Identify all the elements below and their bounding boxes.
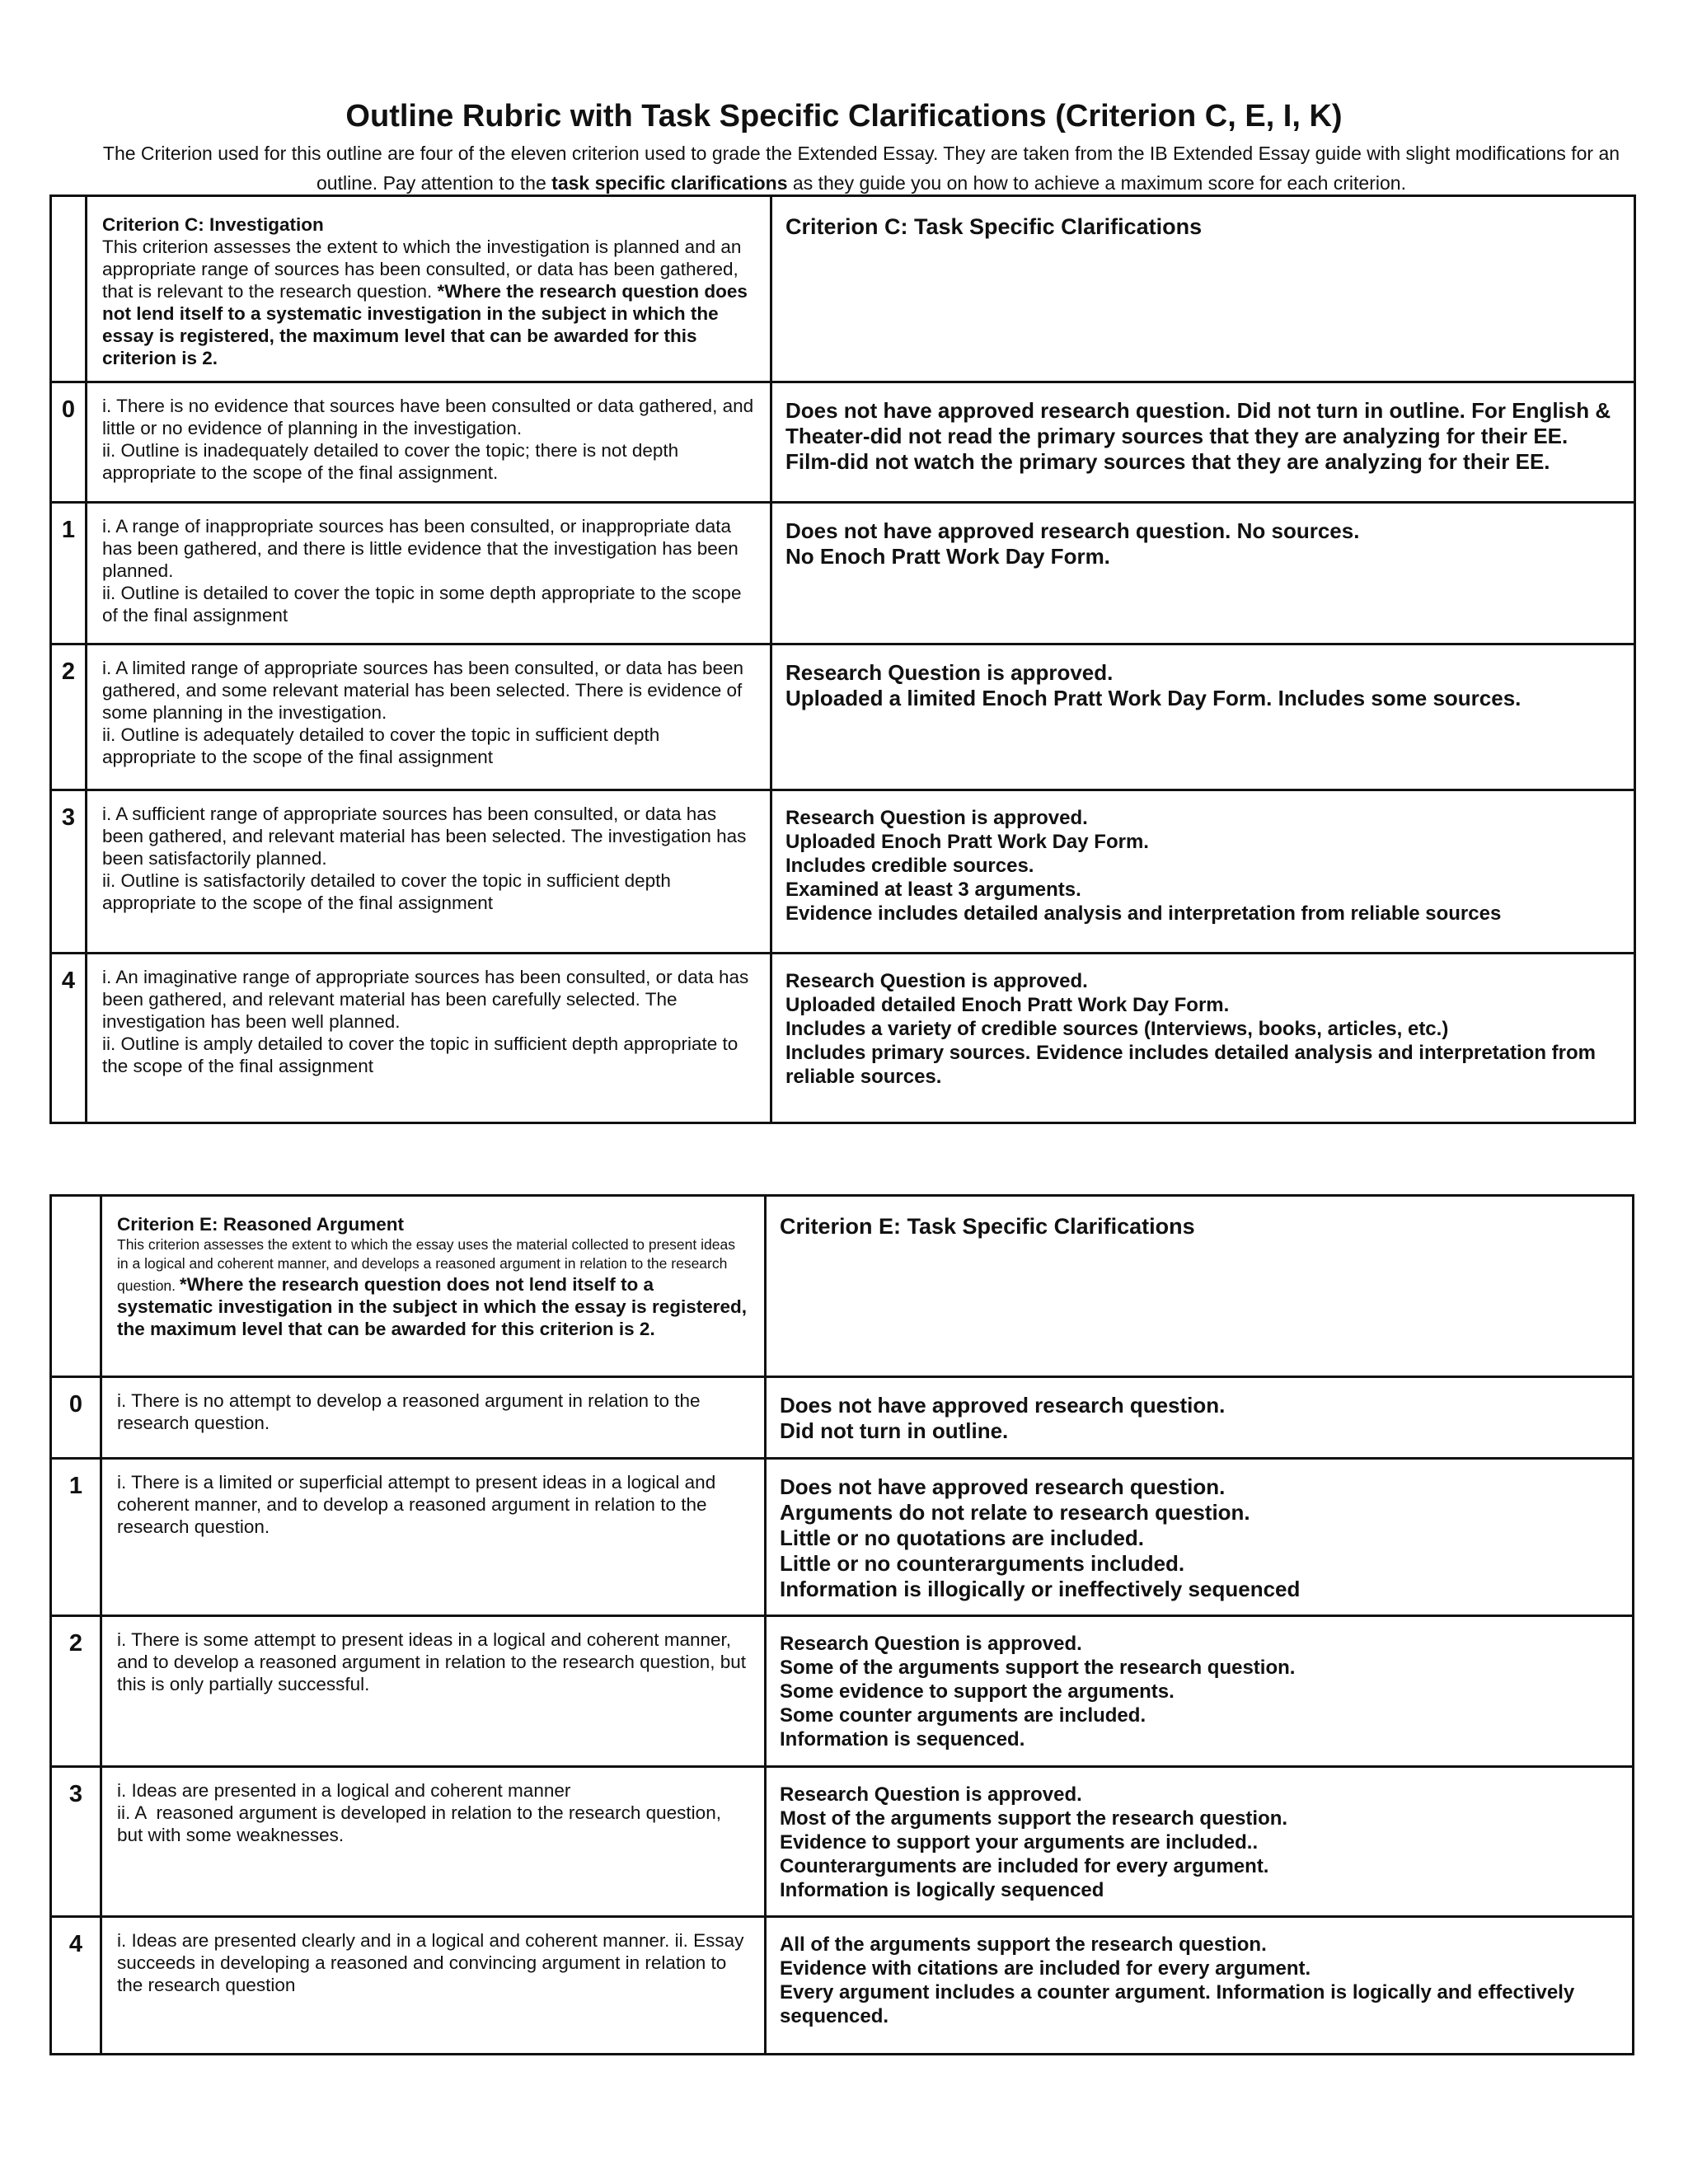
descriptor-cell	[87, 382, 771, 503]
clarification-cell	[766, 1459, 1634, 1616]
clarification-text: Research Question is approved. Uploaded detailed Enoch Pratt Work Day Form. Includes a variety of credible sources (Interviews, books, articles, etc.) Includes primary sources. Evidence includes detailed analysis and interpretation from reliable sources.	[785, 970, 1596, 1088]
clarification-cell	[766, 1917, 1634, 2055]
descriptor-text: i. There is no evidence that sources have been consulted or data gathered, and little or no evidence of planning in the investigation. ii. Outline is inadequately detailed to cover the topic; there is not depth appropriate to the scope of the final assignment.	[102, 396, 754, 483]
criterion-c-clar-heading: Criterion C: Task Specific Clarifications	[785, 214, 1203, 239]
score-cell: 1	[51, 1459, 101, 1616]
descriptor-text: i. Ideas are presented in a logical and coherent manner ii. A reasoned argument is developed in relation to the research question, but with some weaknesses.	[117, 1780, 721, 1845]
criterion-e-heading: Criterion E: Reasoned Argument	[117, 1214, 404, 1235]
criterion-e-description-cell	[101, 1196, 766, 1377]
criterion-c-description-cell	[87, 196, 771, 382]
descriptor-text: i. There is a limited or superficial attempt to present ideas in a logical and coherent manner, and to develop a reasoned argument in relation to the research question.	[117, 1472, 721, 1537]
clarification-cell	[766, 1767, 1634, 1917]
descriptor-text: i. There is no attempt to develop a reasoned argument in relation to the research question.	[117, 1390, 706, 1433]
clarification-text: All of the arguments support the research question. Evidence with citations are included for every argument. Every argument includes a counter argument. Information is logically and effectively sequenced.	[780, 1933, 1575, 2027]
score-cell: 4	[51, 954, 87, 1123]
clarification-cell	[766, 1377, 1634, 1459]
clarification-cell	[771, 503, 1635, 644]
table-row	[51, 382, 1635, 503]
descriptor-cell	[101, 1917, 766, 2055]
score-cell: 0	[51, 1377, 101, 1459]
clarification-text: Research Question is approved. Uploaded a limited Enoch Pratt Work Day Form. Includes some sources.	[785, 660, 1522, 710]
descriptor-cell	[101, 1377, 766, 1459]
table-row	[51, 954, 1635, 1123]
criterion-c-note: *Where the research question does not lend itself to a systematic investigation in the subject in which the essay is registered, the maximum level that can be awarded for this criterion is 2.	[102, 281, 748, 368]
criterion-c-header-row	[51, 196, 1635, 382]
score-cell: 3	[51, 1767, 101, 1917]
clarification-text: Does not have approved research question. Did not turn in outline.	[780, 1393, 1226, 1443]
descriptor-text: i. An imaginative range of appropriate sources has been consulted, or data has been gathered, and relevant material has been carefully selected. The investigation has been well planned. ii. Outline is amply detailed to cover the topic in sufficient depth appropriate to the scope of the final assignment	[102, 967, 749, 1076]
descriptor-text: i. Ideas are presented clearly and in a logical and coherent manner. ii. Essay succeeds in developing a reasoned and convincing argument in relation to the research question	[117, 1930, 749, 1995]
descriptor-cell	[87, 790, 771, 954]
score-cell: 0	[51, 382, 87, 503]
clarification-cell	[771, 644, 1635, 790]
clarification-cell	[771, 382, 1635, 503]
table-row	[51, 1917, 1634, 2055]
clarification-cell	[766, 1616, 1634, 1767]
criterion-c-description: This criterion assesses the extent to which the investigation is planned and an appropriate range of sources has been consulted, or data has been gathered, that is relevant to the research question.	[102, 237, 742, 302]
criterion-e-table	[49, 1194, 1634, 2055]
descriptor-text: i. A range of inappropriate sources has been consulted, or inappropriate data has been gathered, and there is little evidence that the investigation has been planned. ii. Outline is detailed to cover the topic in some depth appropriate to the scope of the final assignment	[102, 516, 742, 626]
descriptor-cell	[101, 1616, 766, 1767]
score-cell: 2	[51, 644, 87, 790]
criterion-e-header-row	[51, 1196, 1634, 1377]
intro-text-1: The Criterion used for this outline are four of the eleven criterion used to grade the Extended Essay. They are taken from the IB Extended Essay guide with slight modifications for an outline. Pay attention to the	[102, 143, 1620, 194]
table-row	[51, 1767, 1634, 1917]
table-row	[51, 1377, 1634, 1459]
table-row	[51, 644, 1635, 790]
score-cell: 4	[51, 1917, 101, 2055]
intro-paragraph	[78, 138, 1644, 198]
intro-bold-text: task specific clarifications	[551, 172, 788, 194]
criterion-e-score-header	[51, 1196, 101, 1377]
descriptor-text: i. There is some attempt to present ideas in a logical and coherent manner, and to develop a reasoned argument in relation to the research question, but this is only partially successful.	[117, 1629, 752, 1694]
clarification-cell	[771, 790, 1635, 954]
criterion-c-heading: Criterion C: Investigation	[102, 214, 324, 235]
page-title: Outline Rubric with Task Specific Clarifications (Criterion C, E, I, K)	[345, 99, 1343, 134]
descriptor-text: i. A limited range of appropriate sources has been consulted, or data has been gathered, and some relevant material has been selected. There is evidence of some planning in the investigation. ii. Outline is adequately detailed to cover the topic in sufficient depth appropriate to the scope of the final assignment	[102, 658, 744, 767]
clarification-text: Research Question is approved. Uploaded Enoch Pratt Work Day Form. Includes credible sources. Examined at least 3 arguments. Evidence includes detailed analysis and interpretation from reliable sources	[785, 807, 1502, 925]
criterion-c-clarification-header-cell	[771, 196, 1635, 382]
descriptor-cell	[101, 1767, 766, 1917]
criterion-e-description: This criterion assesses the extent to which the essay uses the material collected to present ideas in a logical and coherent manner, and develops a reasoned argument in relation to the research question.	[117, 1236, 735, 1294]
intro-text-2: as they guide you on how to achieve a maximum score for each criterion.	[787, 172, 1406, 194]
descriptor-cell	[101, 1459, 766, 1616]
score-cell: 3	[51, 790, 87, 954]
score-cell: 1	[51, 503, 87, 644]
table-row	[51, 1616, 1634, 1767]
clarification-text: Does not have approved research question. Did not turn in outline. For English & Theater-did not read the primary sources that they are analyzing for their EE. Film-did not watch the primary sources that they are analyzing for their EE.	[785, 398, 1617, 474]
table-row	[51, 1459, 1634, 1616]
criterion-e-clarification-header-cell	[766, 1196, 1634, 1377]
score-cell: 2	[51, 1616, 101, 1767]
descriptor-cell	[87, 954, 771, 1123]
clarification-text: Research Question is approved. Some of the arguments support the research question. Some evidence to support the arguments. Some counter arguments are included. Information is sequenced.	[780, 1633, 1296, 1750]
criterion-e-clar-heading: Criterion E: Task Specific Clarifications	[780, 1214, 1195, 1239]
criterion-e-note: *Where the research question does not lend itself to a systematic investigation in the subject in which the essay is registered, the maximum level that can be awarded for this criterion is 2.	[117, 1274, 748, 1339]
criterion-c-table	[49, 194, 1636, 1124]
criterion-c-score-header	[51, 196, 87, 382]
clarification-cell	[771, 954, 1635, 1123]
clarification-text: Research Question is approved. Most of the arguments support the research question. Evidence to support your arguments are included.. Counterarguments are included for every argument. Information is logically sequenced	[780, 1783, 1288, 1901]
descriptor-cell	[87, 644, 771, 790]
table-row	[51, 790, 1635, 954]
table-row	[51, 503, 1635, 644]
clarification-text: Does not have approved research question. Arguments do not relate to research question. Little or no quotations are included. Little or no counterarguments included. Information is illogically or ineffectively sequenced	[780, 1474, 1301, 1601]
descriptor-cell	[87, 503, 771, 644]
clarification-text: Does not have approved research question. No sources. No Enoch Pratt Work Day Form.	[785, 518, 1360, 569]
descriptor-text: i. A sufficient range of appropriate sources has been consulted, or data has been gathered, and relevant material has been selected. The investigation has been satisfactorily planned. ii. Outline is satisfactorily detailed to cover the topic in sufficient depth appropriate to the scope of the final assignment	[102, 804, 747, 913]
